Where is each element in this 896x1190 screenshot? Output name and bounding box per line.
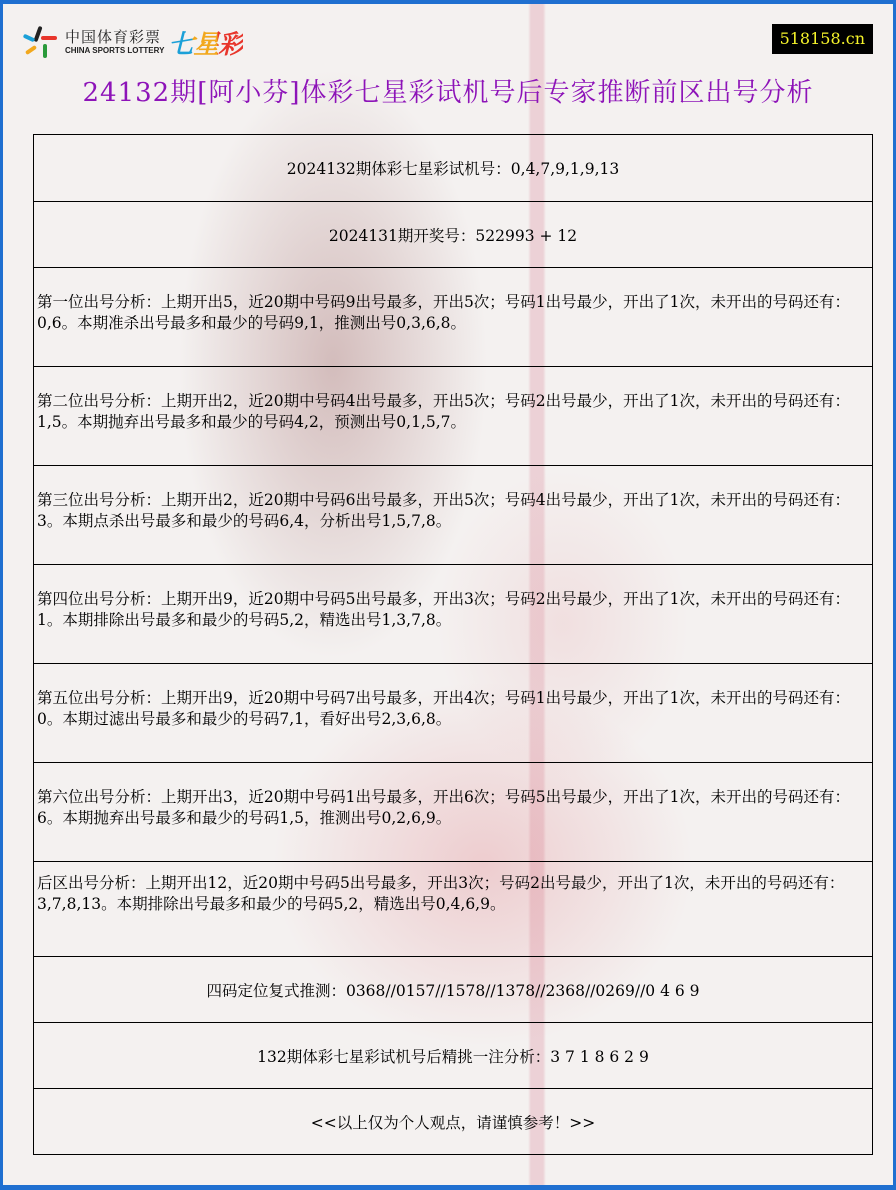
logo-en-text: CHINA SPORTS LOTTERY <box>65 46 165 55</box>
page-title: 24132期[阿小芬]体彩七星彩试机号后专家推断前区出号分析 <box>82 78 814 108</box>
position-4-analysis: 第四位出号分析：上期开出9，近20期中号码5出号最多，开出3次；号码2出号最少，开出了1次，未开出的号码还有：1。本期排除出号最多和最少的号码5,2，精选出号1,3,7,8。 <box>34 564 872 663</box>
position-1-analysis: 第一位出号分析：上期开出5，近20期中号码9出号最多，开出5次；号码1出号最少，开出了1次，未开出的号码还有：0,6。本期准杀出号最多和最少的号码9,1，推测出号0,3,6,8。 <box>34 267 872 366</box>
last-draw-row: 2024131期开奖号：522993 + 12 <box>34 201 872 267</box>
position-5-analysis: 第五位出号分析：上期开出9，近20期中号码7出号最多，开出4次；号码1出号最少，开出了1次，未开出的号码还有：0。本期过滤出号最多和最少的号码7,1，看好出号2,3,6,8。 <box>34 663 872 762</box>
logo-cn-text: 中国体育彩票 <box>65 28 162 46</box>
trial-number-row: 2024132期体彩七星彩试机号：0,4,7,9,1,9,13 <box>286 160 620 178</box>
site-badge[interactable]: 518158.cn <box>772 24 873 54</box>
position-3-analysis: 第三位出号分析：上期开出2，近20期中号码6出号最多，开出5次；号码4出号最少，开出了1次，未开出的号码还有：3。本期点杀出号最多和最少的号码6,4，分析出号1,5,7,8。 <box>34 465 872 564</box>
china-sports-lottery-logo <box>21 24 243 60</box>
analysis-table <box>33 134 873 1155</box>
position-2-analysis: 第二位出号分析：上期开出2，近20期中号码4出号最多，开出5次；号码2出号最少，开出了1次，未开出的号码还有：1,5。本期抛弃出号最多和最少的号码4,2，预测出号0,1,5,7。 <box>34 366 872 465</box>
disclaimer-row: <<以上仅为个人观点，请谨慎参考！>> <box>34 1088 872 1154</box>
position-6-analysis: 第六位出号分析：上期开出3，近20期中号码1出号最多，开出6次；号码5出号最少，开出了1次，未开出的号码还有：6。本期抛弃出号最多和最少的号码1,5，推测出号0,2,6,9。 <box>34 762 872 861</box>
back-zone-analysis: 后区出号分析：上期开出12，近20期中号码5出号最多，开出3次；号码2出号最少，开出了1次，未开出的号码还有：3,7,8,13。本期排除出号最多和最少的号码5,2，精选出号0,4,6,9。 <box>34 861 872 956</box>
lottery-star-icon <box>21 24 59 60</box>
single-pick-row: 132期体彩七星彩试机号后精挑一注分析：3 7 1 8 6 2 9 <box>34 1022 872 1088</box>
four-code-prediction-row: 四码定位复式推测：0368//0157//1578//1378//2368//0269//0 4 6 9 <box>34 956 872 1022</box>
qixingcai-brand: 七星彩 <box>168 24 243 61</box>
